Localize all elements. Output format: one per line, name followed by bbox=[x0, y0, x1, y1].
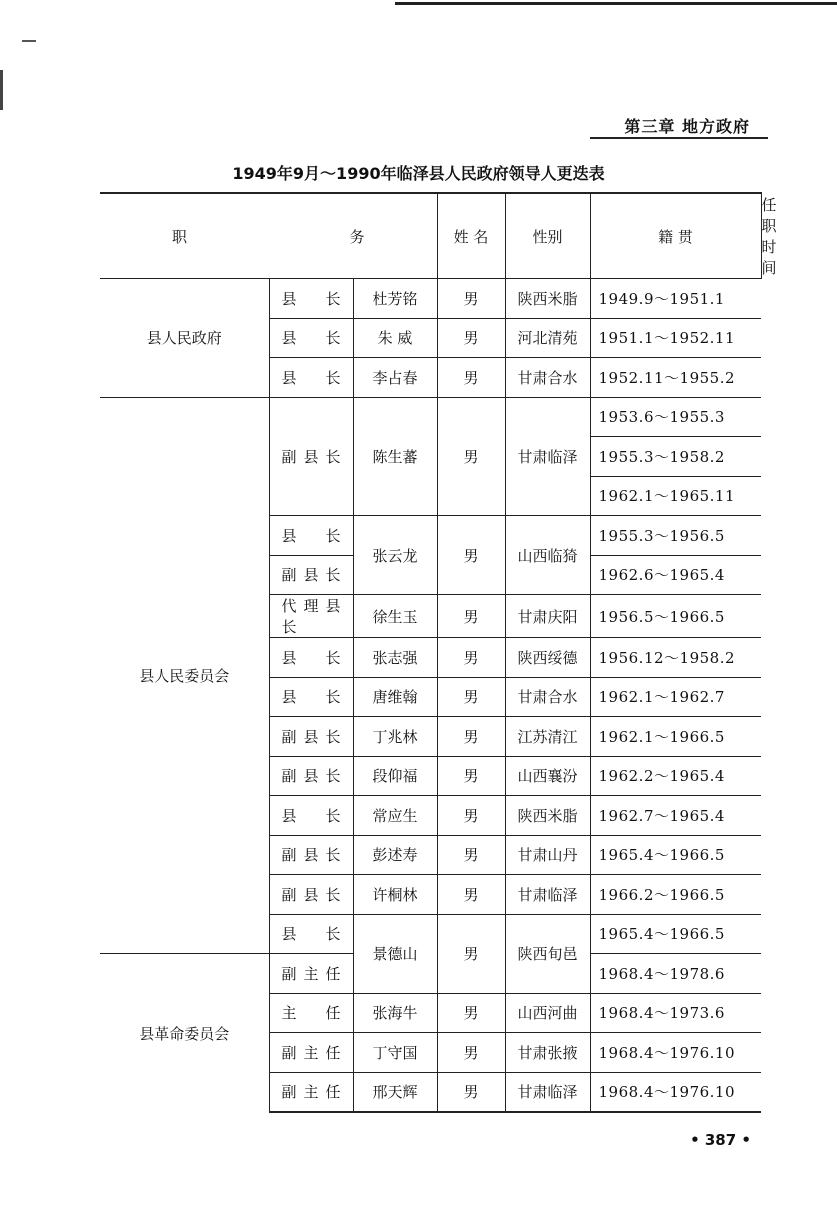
name-cell: 张云龙 bbox=[353, 516, 437, 595]
tenure-cell: 1965.4～1966.5 bbox=[590, 914, 761, 954]
gender-cell: 男 bbox=[437, 279, 505, 319]
name-cell: 丁守国 bbox=[353, 1033, 437, 1073]
duty-cell: 县长 bbox=[269, 279, 353, 319]
origin-cell: 甘肃临泽 bbox=[505, 875, 590, 915]
duty-cell: 县长 bbox=[269, 677, 353, 717]
origin-cell: 甘肃临泽 bbox=[505, 397, 590, 516]
gender-cell: 男 bbox=[437, 638, 505, 678]
name-cell: 朱 威 bbox=[353, 318, 437, 358]
duty-cell: 主任 bbox=[269, 993, 353, 1033]
gender-cell: 男 bbox=[437, 717, 505, 757]
tenure-cell: 1955.3～1956.5 bbox=[590, 516, 761, 556]
duty-cell: 副主任 bbox=[269, 1033, 353, 1073]
name-cell: 张海牛 bbox=[353, 993, 437, 1033]
tenure-cell: 1968.4～1976.10 bbox=[590, 1072, 761, 1112]
tenure-cell: 1955.3～1958.2 bbox=[590, 437, 761, 477]
tenure-cell: 1962.7～1965.4 bbox=[590, 796, 761, 836]
duty-cell: 县长 bbox=[269, 638, 353, 678]
duty-cell: 县长 bbox=[269, 914, 353, 954]
origin-cell: 甘肃合水 bbox=[505, 677, 590, 717]
tenure-cell: 1968.4～1973.6 bbox=[590, 993, 761, 1033]
col-header-gender: 性别 bbox=[505, 193, 590, 279]
table-row bbox=[100, 397, 761, 437]
name-cell: 邢天辉 bbox=[353, 1072, 437, 1112]
tenure-cell: 1962.6～1965.4 bbox=[590, 555, 761, 595]
gender-cell: 男 bbox=[437, 1033, 505, 1073]
duty-cell: 县长 bbox=[269, 516, 353, 556]
origin-cell: 山西河曲 bbox=[505, 993, 590, 1033]
running-header: 第三章 地方政府 bbox=[624, 117, 750, 136]
duty-cell: 副县长 bbox=[269, 555, 353, 595]
tenure-cell: 1968.4～1976.10 bbox=[590, 1033, 761, 1073]
top-scan-line bbox=[395, 2, 837, 5]
duty-cell: 副主任 bbox=[269, 954, 353, 994]
margin-dash bbox=[22, 40, 36, 42]
origin-cell: 陕西旬邑 bbox=[505, 914, 590, 993]
gender-cell: 男 bbox=[437, 914, 505, 993]
origin-cell: 甘肃合水 bbox=[505, 358, 590, 398]
tenure-cell: 1966.2～1966.5 bbox=[590, 875, 761, 915]
org-cell-committee: 县人民委员会 bbox=[100, 397, 269, 954]
col-header-name: 姓 名 bbox=[437, 193, 505, 279]
tenure-cell: 1962.1～1962.7 bbox=[590, 677, 761, 717]
duty-cell: 县长 bbox=[269, 318, 353, 358]
gender-cell: 男 bbox=[437, 595, 505, 638]
duty-cell: 县长 bbox=[269, 796, 353, 836]
name-cell: 段仰福 bbox=[353, 756, 437, 796]
name-cell: 丁兆林 bbox=[353, 717, 437, 757]
gender-cell: 男 bbox=[437, 318, 505, 358]
org-cell-gov: 县人民政府 bbox=[100, 279, 269, 398]
tenure-cell: 1953.6～1955.3 bbox=[590, 397, 761, 437]
name-cell: 景德山 bbox=[353, 914, 437, 993]
table-title: 1949年9月～1990年临泽县人民政府领导人更迭表 bbox=[232, 164, 605, 183]
tenure-cell: 1965.4～1966.5 bbox=[590, 835, 761, 875]
gender-cell: 男 bbox=[437, 835, 505, 875]
duty-cell: 县长 bbox=[269, 358, 353, 398]
gender-cell: 男 bbox=[437, 756, 505, 796]
origin-cell: 陕西绥德 bbox=[505, 638, 590, 678]
name-cell: 唐维翰 bbox=[353, 677, 437, 717]
origin-cell: 甘肃山丹 bbox=[505, 835, 590, 875]
table-header-row: 职务 姓 名 性别 籍 贯 任 职 时 间 bbox=[100, 193, 761, 279]
tenure-cell: 1962.2～1965.4 bbox=[590, 756, 761, 796]
gender-cell: 男 bbox=[437, 397, 505, 516]
leaders-table bbox=[100, 192, 777, 1113]
org-cell-revolution: 县革命委员会 bbox=[100, 954, 269, 1113]
tenure-cell: 1968.4～1978.6 bbox=[590, 954, 761, 994]
origin-cell: 甘肃临泽 bbox=[505, 1072, 590, 1112]
tenure-cell: 1962.1～1966.5 bbox=[590, 717, 761, 757]
duty-cell: 副县长 bbox=[269, 835, 353, 875]
name-cell: 杜芳铭 bbox=[353, 279, 437, 319]
origin-cell: 甘肃庆阳 bbox=[505, 595, 590, 638]
duty-cell: 副县长 bbox=[269, 756, 353, 796]
origin-cell: 江苏清江 bbox=[505, 717, 590, 757]
tenure-cell: 1956.12～1958.2 bbox=[590, 638, 761, 678]
gender-cell: 男 bbox=[437, 875, 505, 915]
gender-cell: 男 bbox=[437, 1072, 505, 1112]
duty-cell: 副县长 bbox=[269, 875, 353, 915]
header-rule bbox=[590, 137, 768, 139]
gender-cell: 男 bbox=[437, 358, 505, 398]
gender-cell: 男 bbox=[437, 796, 505, 836]
origin-cell: 山西临猗 bbox=[505, 516, 590, 595]
name-cell: 李占春 bbox=[353, 358, 437, 398]
col-header-duty: 职务 bbox=[100, 193, 437, 279]
duty-cell: 副主任 bbox=[269, 1072, 353, 1112]
gender-cell: 男 bbox=[437, 677, 505, 717]
origin-cell: 山西襄汾 bbox=[505, 756, 590, 796]
origin-cell: 陕西米脂 bbox=[505, 279, 590, 319]
page-number: • 387 • bbox=[690, 1131, 751, 1149]
origin-cell: 陕西米脂 bbox=[505, 796, 590, 836]
gender-cell: 男 bbox=[437, 516, 505, 595]
gender-cell: 男 bbox=[437, 993, 505, 1033]
name-cell: 徐生玉 bbox=[353, 595, 437, 638]
tenure-cell: 1956.5～1966.5 bbox=[590, 595, 761, 638]
tenure-cell: 1952.11～1955.2 bbox=[590, 358, 761, 398]
left-scan-mark bbox=[0, 70, 3, 110]
origin-cell: 河北清苑 bbox=[505, 318, 590, 358]
name-cell: 陈生蕃 bbox=[353, 397, 437, 516]
table-row bbox=[100, 279, 761, 319]
duty-cell: 副县长 bbox=[269, 397, 353, 516]
name-cell: 常应生 bbox=[353, 796, 437, 836]
name-cell: 张志强 bbox=[353, 638, 437, 678]
origin-cell: 甘肃张掖 bbox=[505, 1033, 590, 1073]
name-cell: 彭述寿 bbox=[353, 835, 437, 875]
name-cell: 许桐林 bbox=[353, 875, 437, 915]
tenure-cell: 1949.9～1951.1 bbox=[590, 279, 761, 319]
tenure-cell: 1962.1～1965.11 bbox=[590, 476, 761, 516]
duty-cell: 副县长 bbox=[269, 717, 353, 757]
duty-cell: 代理县长 bbox=[269, 595, 353, 638]
tenure-cell: 1951.1～1952.11 bbox=[590, 318, 761, 358]
col-header-origin: 籍 贯 bbox=[590, 193, 761, 279]
